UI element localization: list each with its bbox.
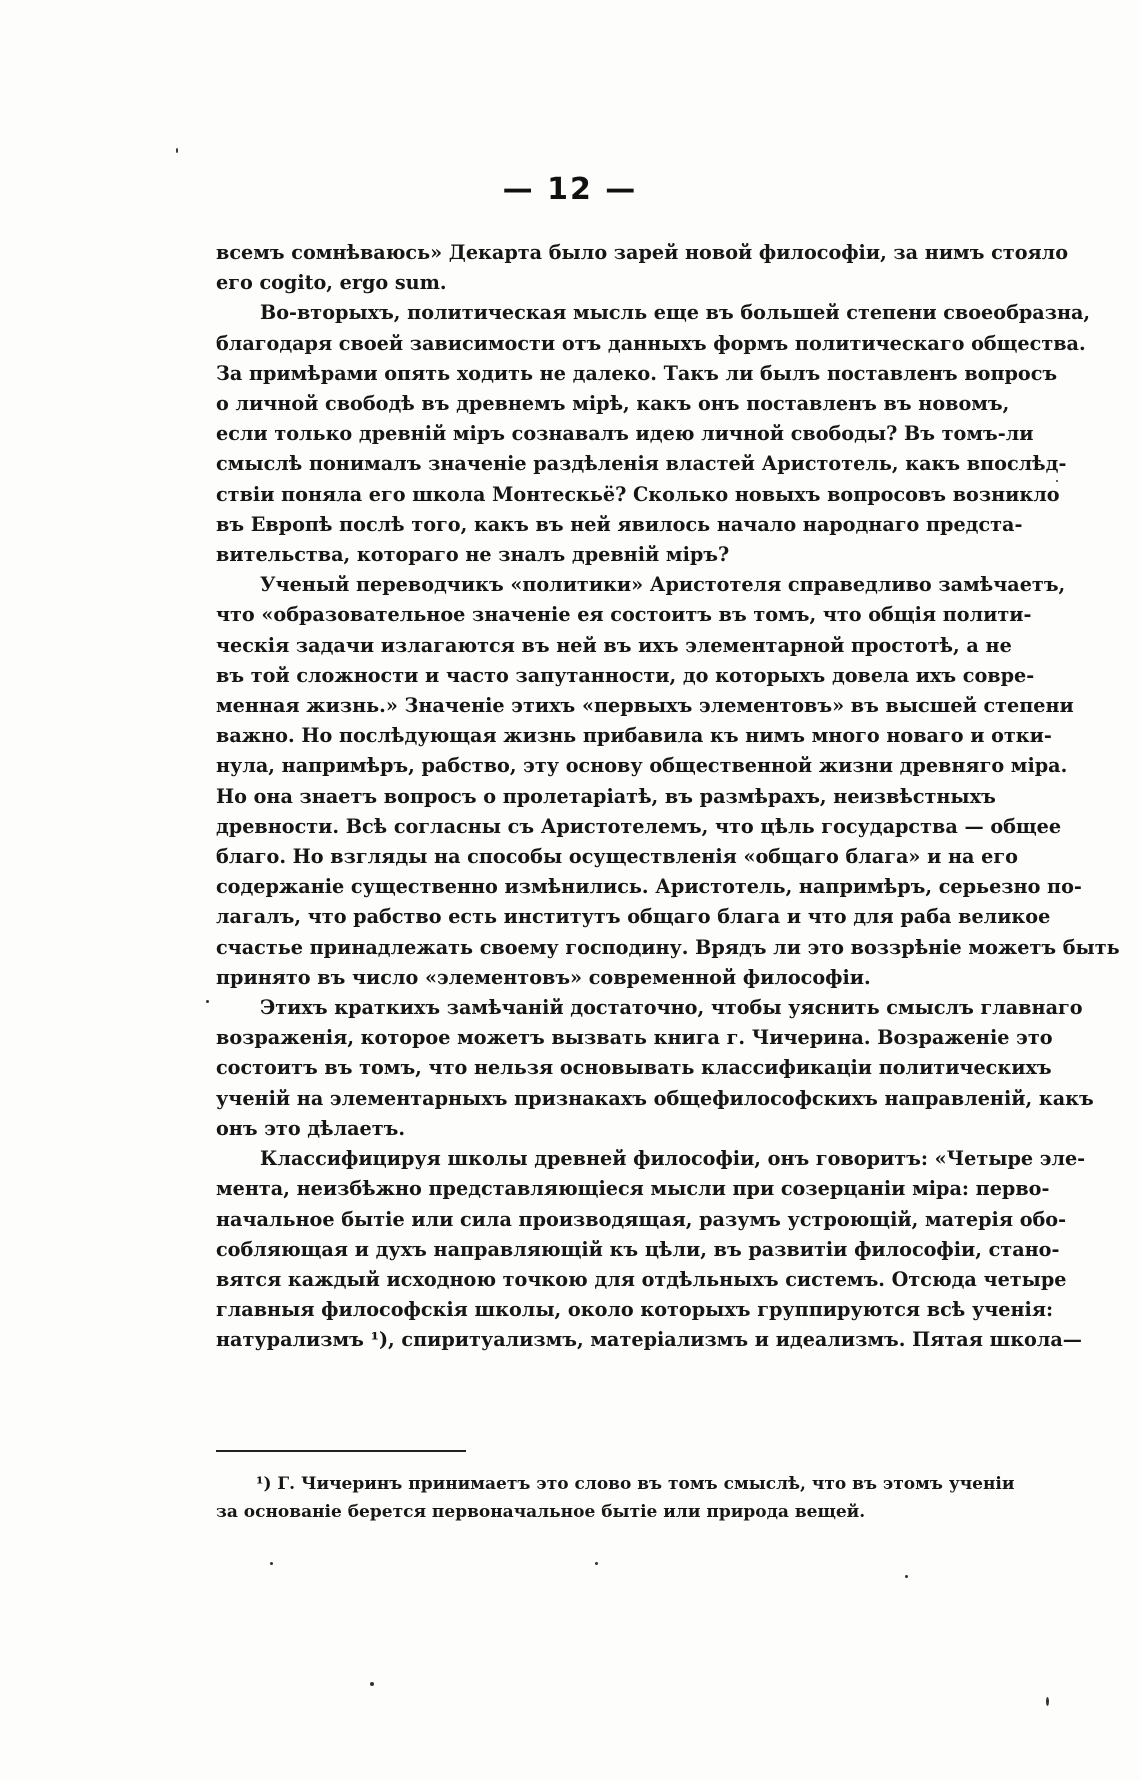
text-line: За примѣрами опять ходить не далеко. Такъ ли былъ поставленъ вопросъ xyxy=(216,361,1058,385)
text-line: принято въ число «элементовъ» современной философіи. xyxy=(216,965,871,989)
text-line: Этихъ краткихъ замѣчаній достаточно, чтобы уяснить смыслъ главнаго xyxy=(260,996,1083,1020)
text-line: благо. Но взгляды на способы осуществленія «общаго блага» и на его xyxy=(216,845,1018,869)
text-line: ствіи поняла его школа Монтескьё? Сколько новыхъ вопросовъ возникло xyxy=(216,482,1060,506)
text-line: что «образовательное значеніе ея состоитъ въ томъ, что общія полити- xyxy=(216,603,1032,627)
text-line: начальное бытіе или сила производящая, разумъ устроющій, матерія обо- xyxy=(216,1207,1067,1231)
text-line: въ той сложности и часто запутанности, до которыхъ довела ихъ совре- xyxy=(216,663,1035,687)
text-line: благодаря своей зависимости отъ данныхъ формъ политическаго общества. xyxy=(216,331,1086,355)
text-line: Классифицируя школы древней философіи, онъ говоритъ: «Четыре эле- xyxy=(260,1147,1086,1171)
text-line: натурализмъ ¹), спиритуализмъ, матеріализмъ и идеализмъ. Пятая школа— xyxy=(216,1328,1082,1352)
scan-speck xyxy=(270,1562,273,1565)
text-line: Но она знаетъ вопросъ о пролетаріатѣ, въ размѣрахъ, неизвѣстныхъ xyxy=(216,784,996,808)
text-line: лагалъ, что рабство есть институтъ общаго блага и что для раба великое xyxy=(216,905,1051,929)
text-line: состоитъ въ томъ, что нельзя основывать классификаціи политическихъ xyxy=(216,1056,1052,1080)
text-line: счастье принадлежать своему господину. Врядъ ли это воззрѣніе можетъ быть xyxy=(216,935,1120,959)
text-line: вительства, котораго не зналъ древній міръ? xyxy=(216,543,730,567)
text-line: если только древній міръ сознавалъ идею личной свободы? Въ томъ-ли xyxy=(216,422,1034,446)
body-text xyxy=(216,238,1120,1356)
text-line: Ученый переводчикъ «политики» Аристотеля справедливо замѣчаетъ, xyxy=(260,573,1066,597)
footnote-line: за основаніе берется первоначальное бытіе или природа вещей. xyxy=(216,1502,866,1522)
paragraph xyxy=(216,993,1094,1144)
page-number: — 12 — xyxy=(502,172,638,207)
text-line: менная жизнь.» Значеніе этихъ «первыхъ элементовъ» въ высшей степени xyxy=(216,694,1074,718)
text-line: смыслѣ понималъ значеніе раздѣленія властей Аристотель, какъ впослѣд- xyxy=(216,452,1067,476)
text-line: древности. Всѣ согласны съ Аристотелемъ, что цѣль государства — общее xyxy=(216,814,1062,838)
scan-speck xyxy=(1056,480,1058,482)
text-line: нула, напримѣръ, рабство, эту основу общественной жизни древняго міра. xyxy=(216,754,1068,778)
scan-speck xyxy=(1046,1697,1049,1706)
footnote-divider xyxy=(216,1450,466,1452)
scan-speck xyxy=(176,148,178,153)
text-line: всемъ сомнѣваюсь» Декарта было зарей новой философіи, за нимъ стояло xyxy=(216,241,1068,264)
text-line: собляющая и духъ направляющій къ цѣли, въ развитіи философіи, стано- xyxy=(216,1237,1060,1261)
paragraph xyxy=(216,570,1120,993)
text-line: въ Европѣ послѣ того, какъ въ ней явилось начало народнаго предста- xyxy=(216,512,1023,536)
text-line: вятся каждый исходною точкою для отдѣльныхъ системъ. Отсюда четыре xyxy=(216,1267,1067,1291)
text-line: ученій на элементарныхъ признакахъ общефилософскихъ направленій, какъ xyxy=(216,1086,1094,1110)
text-line: онъ это дѣлаетъ. xyxy=(216,1116,406,1140)
paragraph xyxy=(216,1144,1086,1355)
paragraph xyxy=(216,298,1091,570)
text-line: ческія задачи излагаются въ ней въ ихъ элементарной простотѣ, а не xyxy=(216,633,1012,657)
text-line: важно. Но послѣдующая жизнь прибавила къ нимъ много новаго и отки- xyxy=(216,724,1052,748)
footnote xyxy=(216,1470,1015,1526)
scan-speck xyxy=(206,1000,209,1003)
text-line: его cogito, ergo sum. xyxy=(216,271,447,295)
scan-speck xyxy=(595,1562,598,1565)
paragraph xyxy=(216,238,1068,298)
text-line: мента, неизбѣжно представляющіеся мысли при созерцаніи міра: перво- xyxy=(216,1177,1050,1201)
footnote-line: ¹) Г. Чичеринъ принимаетъ это слово въ томъ смыслѣ, что въ этомъ ученіи xyxy=(256,1474,1015,1494)
text-line: о личной свободѣ въ древнемъ мірѣ, какъ онъ поставленъ въ новомъ, xyxy=(216,392,1010,416)
text-line: Во-вторыхъ, политическая мысль еще въ большей степени своеобразна, xyxy=(260,301,1091,325)
text-line: главныя философскія школы, около которыхъ группируются всѣ ученія: xyxy=(216,1298,1054,1322)
scan-speck xyxy=(370,1682,374,1686)
text-line: содержаніе существенно измѣнились. Аристотель, напримѣръ, серьезно по- xyxy=(216,875,1082,899)
scan-speck xyxy=(905,1575,908,1578)
text-line: возраженія, которое можетъ вызвать книга г. Чичерина. Возраженіе это xyxy=(216,1026,1053,1050)
